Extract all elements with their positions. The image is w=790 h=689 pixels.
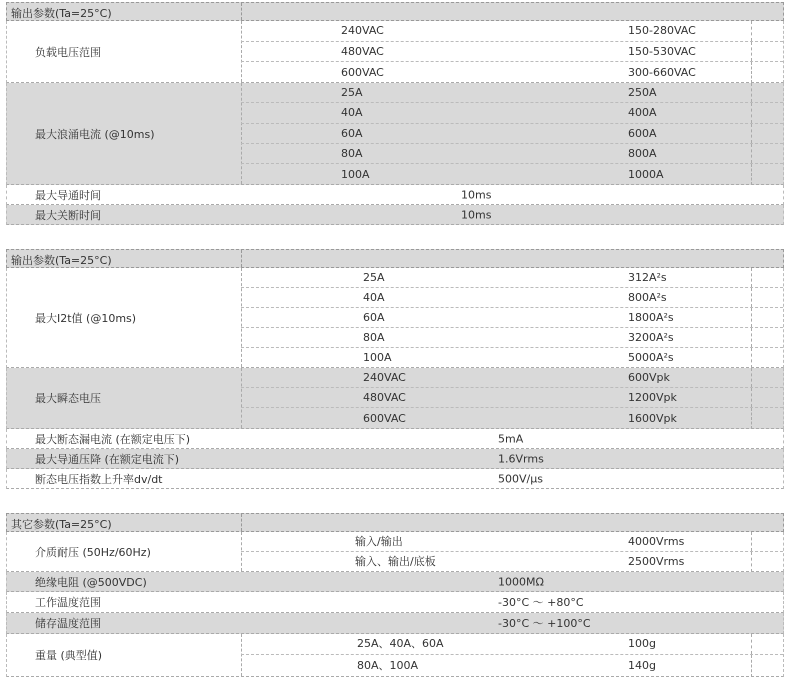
model-cell: 80A、100A	[357, 659, 419, 673]
isolation-cell: 输入/输出	[355, 534, 403, 548]
column-divider	[751, 532, 752, 551]
section-title: 其它参数(Ta=25°C)	[11, 518, 112, 531]
i2t-cell: 800A²s	[628, 290, 667, 304]
table-row	[241, 62, 783, 83]
table-row	[241, 288, 783, 308]
dvdt-row	[6, 469, 784, 489]
column-divider	[751, 288, 752, 307]
insulation-value: 1000MΩ	[498, 575, 544, 588]
insulation-label: 绝缘电阻 (@500VDC)	[35, 575, 147, 589]
label-cell	[7, 268, 242, 367]
transient-voltage-label: 最大瞬态电压	[35, 392, 101, 405]
column-divider	[751, 552, 752, 572]
surge-cell: 250A	[628, 85, 657, 99]
load-voltage-block	[6, 21, 784, 83]
column-divider	[751, 124, 752, 143]
current-cell: 25A	[341, 85, 363, 99]
current-cell: 80A	[341, 146, 363, 160]
current-cell: 100A	[341, 167, 370, 181]
dielectric-label: 介质耐压 (50Hz/60Hz)	[35, 545, 151, 559]
range-cell: 150-530VAC	[628, 44, 696, 58]
current-cell: 60A	[363, 310, 385, 324]
column-divider	[751, 655, 752, 677]
header-divider	[241, 514, 242, 531]
turn-off-value: 10ms	[461, 208, 492, 221]
table-row	[241, 268, 783, 288]
header-divider	[241, 250, 242, 267]
voltage-cell: 600VAC	[341, 65, 384, 79]
table-row	[241, 21, 783, 42]
column-divider	[751, 42, 752, 61]
turn-on-time-row	[6, 185, 784, 205]
i2t-cell: 1800A²s	[628, 310, 674, 324]
surge-current-block	[6, 83, 784, 185]
section-header	[6, 249, 784, 268]
peak-cell: 1200Vpk	[628, 390, 677, 404]
weight-value-cell: 100g	[628, 636, 656, 650]
table-row	[241, 388, 783, 408]
transient-voltage-block	[6, 368, 784, 429]
st-temp-row	[6, 613, 784, 634]
voltage-cell: 600VAC	[363, 411, 406, 425]
header-divider	[241, 3, 242, 20]
table-row	[241, 368, 783, 388]
column-divider	[751, 328, 752, 347]
voltage-cell: 480VAC	[363, 390, 406, 404]
on-drop-label: 最大导通压降 (在额定电流下)	[35, 452, 180, 466]
column-divider	[751, 144, 752, 163]
table-row	[241, 144, 783, 164]
current-cell: 25A	[363, 270, 385, 284]
turn-on-label: 最大导通时间	[35, 188, 101, 202]
label-cell	[7, 83, 242, 184]
turn-on-value: 10ms	[461, 188, 492, 201]
peak-cell: 600Vpk	[628, 370, 670, 384]
label-cell	[7, 368, 242, 428]
dvdt-value: 500V/µs	[498, 472, 543, 485]
table-row	[241, 42, 783, 62]
column-divider	[751, 164, 752, 185]
dvdt-label: 断态电压指数上升率dv/dt	[35, 472, 163, 486]
voltage-cell: 480VAC	[341, 44, 384, 58]
dielectric-value-cell: 4000Vrms	[628, 534, 685, 548]
op-temp-value: -30°C ～ +80°C	[498, 596, 584, 609]
label-cell	[7, 21, 242, 82]
table-row	[241, 308, 783, 328]
insulation-row	[6, 572, 784, 592]
st-temp-label: 储存温度范围	[35, 617, 101, 630]
table-row	[241, 124, 783, 144]
turn-off-time-row	[6, 205, 784, 225]
dielectric-value-cell: 2500Vrms	[628, 554, 685, 568]
column-divider	[751, 308, 752, 327]
column-divider	[751, 388, 752, 407]
current-cell: 100A	[363, 350, 392, 364]
weight-value-cell: 140g	[628, 658, 656, 672]
leakage-label: 最大断态漏电流 (在额定电压下)	[35, 432, 191, 446]
label-cell	[7, 532, 242, 571]
table-row	[241, 552, 783, 572]
current-cell: 60A	[341, 126, 363, 140]
surge-cell: 600A	[628, 126, 657, 140]
peak-cell: 1600Vpk	[628, 411, 677, 425]
op-temp-row	[6, 592, 784, 613]
surge-current-label: 最大浪涌电流 (@10ms)	[35, 127, 155, 141]
range-cell: 150-280VAC	[628, 23, 696, 37]
i2t-cell: 312A²s	[628, 270, 667, 284]
isolation-cell: 输入、输出/底板	[355, 555, 436, 569]
table-row	[241, 328, 783, 348]
column-divider	[751, 634, 752, 654]
table-row	[241, 655, 783, 677]
column-divider	[751, 268, 752, 287]
weight-label: 重量 (典型值)	[35, 649, 103, 662]
on-drop-row	[6, 449, 784, 469]
voltage-cell: 240VAC	[363, 370, 406, 384]
range-cell: 300-660VAC	[628, 65, 696, 79]
section-title: 输出参数(Ta=25°C)	[11, 254, 112, 267]
on-drop-value: 1.6Vrms	[498, 452, 544, 465]
current-cell: 40A	[341, 105, 363, 119]
leakage-row	[6, 429, 784, 449]
section-header	[6, 2, 784, 21]
column-divider	[751, 408, 752, 429]
section-header	[6, 513, 784, 532]
column-divider	[751, 62, 752, 83]
weight-block	[6, 634, 784, 677]
table-row	[241, 532, 783, 552]
current-cell: 40A	[363, 290, 385, 304]
table-row	[241, 408, 783, 429]
voltage-cell: 240VAC	[341, 23, 384, 37]
column-divider	[751, 83, 752, 102]
section-title: 输出参数(Ta=25°C)	[11, 7, 112, 20]
turn-off-label: 最大关断时间	[35, 208, 101, 222]
i2t-label: 最大I2t值 (@10ms)	[35, 311, 137, 325]
dielectric-block	[6, 532, 784, 572]
column-divider	[751, 348, 752, 368]
op-temp-label: 工作温度范围	[35, 596, 101, 609]
table-row	[241, 348, 783, 368]
label-cell	[7, 634, 242, 676]
i2t-cell: 5000A²s	[628, 350, 674, 364]
model-cell: 25A、40A、60A	[357, 637, 444, 651]
current-cell: 80A	[363, 330, 385, 344]
surge-cell: 1000A	[628, 167, 664, 181]
surge-cell: 400A	[628, 105, 657, 119]
column-divider	[751, 103, 752, 123]
load-voltage-label: 负载电压范围	[35, 45, 101, 59]
leakage-value: 5mA	[498, 432, 524, 445]
table-row	[241, 103, 783, 124]
surge-cell: 800A	[628, 146, 657, 160]
table-row	[241, 164, 783, 185]
st-temp-value: -30°C ～ +100°C	[498, 617, 591, 630]
i2t-cell: 3200A²s	[628, 330, 674, 344]
table-row	[241, 83, 783, 103]
table-row	[241, 634, 783, 655]
column-divider	[751, 368, 752, 387]
i2t-block	[6, 268, 784, 368]
column-divider	[751, 21, 752, 41]
